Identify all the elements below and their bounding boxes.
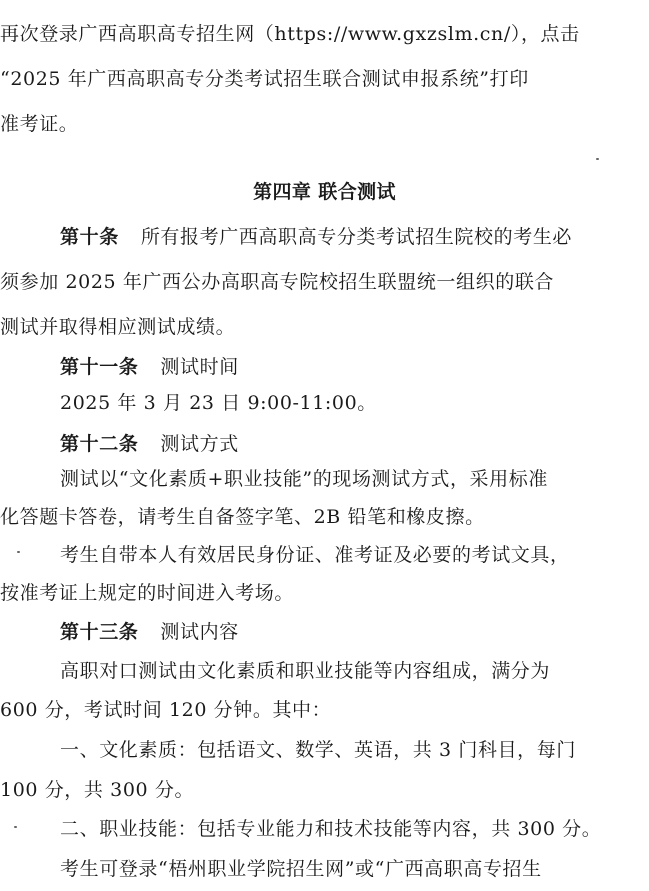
paragraph-line: 化答题卡答卷，请考生自备签字笔、2B 铅笔和橡皮擦。 bbox=[0, 506, 485, 528]
article-heading bbox=[60, 432, 649, 456]
chapter-heading: 第四章 联合测试 bbox=[253, 181, 396, 203]
paragraph-line: 准考证。 bbox=[0, 113, 79, 135]
paragraph-text: 所有报考广西高职高专分类考试招生院校的考生必 bbox=[140, 226, 573, 248]
article-heading bbox=[60, 355, 649, 379]
scan-speck bbox=[14, 826, 17, 828]
article-number: 第十条 bbox=[60, 226, 119, 248]
scan-speck bbox=[17, 551, 20, 553]
paragraph-line: 测试并取得相应测试成绩。 bbox=[0, 316, 236, 338]
article-title: 测试时间 bbox=[160, 356, 239, 378]
paragraph-line: 一、文化素质：包括语文、数学、英语，共 3 门科目，每门 bbox=[60, 739, 576, 761]
paragraph-line: 600 分，考试时间 120 分钟。其中： bbox=[0, 699, 332, 721]
article-title: 测试内容 bbox=[160, 621, 239, 643]
paragraph-line: 测试以“文化素质+职业技能”的现场测试方式，采用标准 bbox=[60, 468, 548, 490]
article-number: 第十三条 bbox=[60, 621, 139, 643]
paragraph-line: 按准考证上规定的时间进入考场。 bbox=[0, 582, 295, 604]
paragraph-line: 高职对口测试由文化素质和职业技能等内容组成，满分为 bbox=[60, 660, 551, 682]
paragraph-line: 2025 年 3 月 23 日 9:00-11:00。 bbox=[60, 392, 377, 414]
paragraph-line: 须参加 2025 年广西公办高职高专院校招生联盟统一组织的联合 bbox=[0, 271, 555, 293]
article-paragraph bbox=[60, 225, 649, 249]
paragraph-line: 100 分，共 300 分。 bbox=[0, 779, 195, 801]
article-title: 测试方式 bbox=[160, 433, 239, 455]
paragraph-line: 考生可登录“梧州职业学院招生网”或“广西高职高专招生 bbox=[60, 858, 542, 880]
paragraph-line: 考生自带本人有效居民身份证、准考证及必要的考试文具， bbox=[60, 544, 570, 566]
article-number: 第十一条 bbox=[60, 356, 139, 378]
scan-speck bbox=[596, 158, 599, 160]
article-heading bbox=[60, 620, 649, 644]
article-number: 第十二条 bbox=[60, 433, 139, 455]
paragraph-line: “2025 年广西高职高专分类考试招生联合测试申报系统”打印 bbox=[0, 68, 529, 90]
paragraph-line: 二、职业技能：包括专业能力和技术技能等内容，共 300 分。 bbox=[60, 818, 602, 840]
paragraph-line: 再次登录广西高职高专招生网（https://www.gxzslm.cn/），点击 bbox=[0, 23, 580, 45]
